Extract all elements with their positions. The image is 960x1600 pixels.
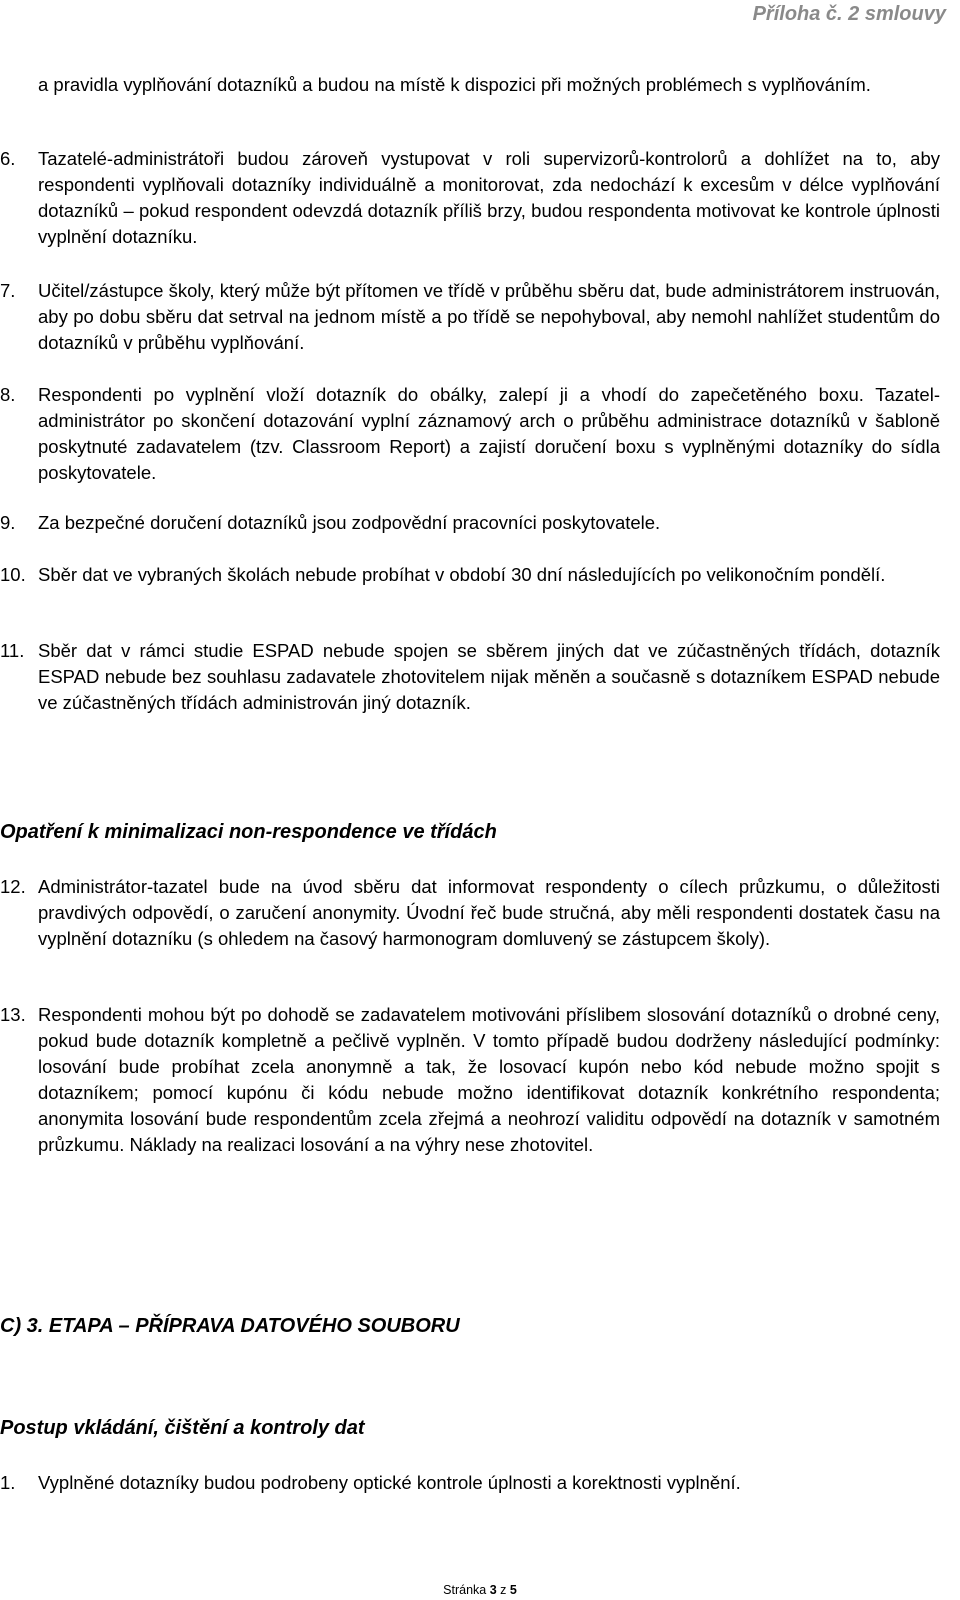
page-footer	[0, 1582, 960, 1598]
list-text: Za bezpečné doručení dotazníků jsou zodpovědní pracovníci poskytovatele.	[38, 512, 661, 533]
list-text: Vyplněné dotazníky budou podrobeny optické kontrole úplnosti a korektnosti vyplnění.	[38, 1472, 741, 1493]
list-text: Respondenti mohou být po dohodě se zadavatelem motivováni příslibem slosování dotazníků o drobné ceny, pokud bude dotazník kompletně a pečlivě vyplněn. V tomto případě budou dodrženy následující podmínky: losování bude probíhat zcela anonymně a tak, že losovací kupón nebo kód nebude možno spojit s dotazníkem; pomocí kupónu či kódu nebude možno identifikovat dotazník konkrétního respondenta; anonymita losování bude respondentům zcela zřejmá a neohrozí validitu odpovědí na dotazník v samotném průzkumu. Náklady na realizaci losování a na výhry nese zhotovitel.	[38, 1004, 940, 1155]
document-header-title: Příloha č. 2 smlouvy	[752, 3, 946, 25]
list-item-9	[0, 510, 940, 536]
list-item-12	[0, 874, 940, 952]
footer-separator: z	[500, 1583, 507, 1597]
list-text: Sběr dat v rámci studie ESPAD nebude spojen se sběrem jiných dat ve zúčastněných třídách, dotazník ESPAD nebude bez souhlasu zadavatele zhotovitelem nijak měněn a současně s dotazníkem ESPAD nebude ve zúčastněných třídách administrován jiný dotazník.	[38, 640, 940, 713]
list-text: Administrátor-tazatel bude na úvod sběru dat informovat respondenty o cílech průzkumu, o důležitosti pravdivých odpovědí, o zaručení anonymity. Úvodní řeč bude stručná, aby měli respondenti dostatek času na vyplnění dotazníku (s ohledem na časový harmonogram domluvený se zástupcem školy).	[38, 876, 940, 949]
subheading: Postup vkládání, čištění a kontroly dat	[0, 1417, 365, 1439]
list-item-10	[0, 562, 940, 588]
list-text: Učitel/zástupce školy, který může být přítomen ve třídě v průběhu sběru dat, bude administrátorem instruován, aby po dobu sběru dat setrval na jednom místě a po třídě se nepohyboval, aby nemohl nahlížet studentům do dotazníků v průběhu vyplňování.	[38, 280, 940, 353]
list-number: 9.	[0, 512, 16, 533]
list-item-7	[0, 278, 940, 356]
list-text: Respondenti po vyplnění vloží dotazník do obálky, zalepí ji a vhodí do zapečetěného boxu. Tazatel-administrátor po skončení dotazování vyplní záznamový arch o průběhu administrace dotazníků v šabloně poskytnuté zadavatelem (tzv. Classroom Report) a zajistí doručení boxu s vyplněnými dotazníky do sídla poskytovatele.	[38, 384, 940, 483]
list-text: Tazatelé-administrátoři budou zároveň vystupovat v roli supervizorů-kontrolorů a dohlížet na to, aby respondenti vyplňovali dotazníky individuálně a monitorovat, zda nedochází k excesům v délce vyplňování dotazníků – pokud respondent odevzdá dotazník příliš brzy, budou respondenta motivovat ke kontrole úplnosti vyplnění dotazníku.	[38, 148, 940, 247]
footer-page-number: 3	[489, 1583, 497, 1597]
list-number: 13.	[0, 1004, 26, 1025]
list-number: 12.	[0, 876, 26, 897]
footer-label: Stránka	[443, 1583, 487, 1597]
list-item-11	[0, 638, 940, 716]
footer-page-total: 5	[509, 1583, 517, 1597]
list-item-13	[0, 1002, 940, 1158]
list-number: 8.	[0, 384, 16, 405]
list-number: 10.	[0, 564, 26, 585]
continuation-paragraph: a pravidla vyplňování dotazníků a budou na místě k dispozici při možných problémech s vyplňováním.	[38, 74, 871, 95]
list-item-c1	[0, 1470, 940, 1496]
list-number: 11.	[0, 640, 25, 661]
stage-heading: C) 3. ETAPA – PŘÍPRAVA DATOVÉHO SOUBORU	[0, 1315, 460, 1337]
list-item-8	[0, 382, 940, 486]
section-heading: Opatření k minimalizaci non-respondence ve třídách	[0, 821, 497, 843]
list-number: 7.	[0, 280, 16, 301]
list-number: 1.	[0, 1472, 16, 1493]
list-text: Sběr dat ve vybraných školách nebude probíhat v období 30 dní následujících po velikonočním pondělí.	[38, 564, 886, 585]
list-item-6	[0, 146, 940, 250]
list-number: 6.	[0, 148, 16, 169]
